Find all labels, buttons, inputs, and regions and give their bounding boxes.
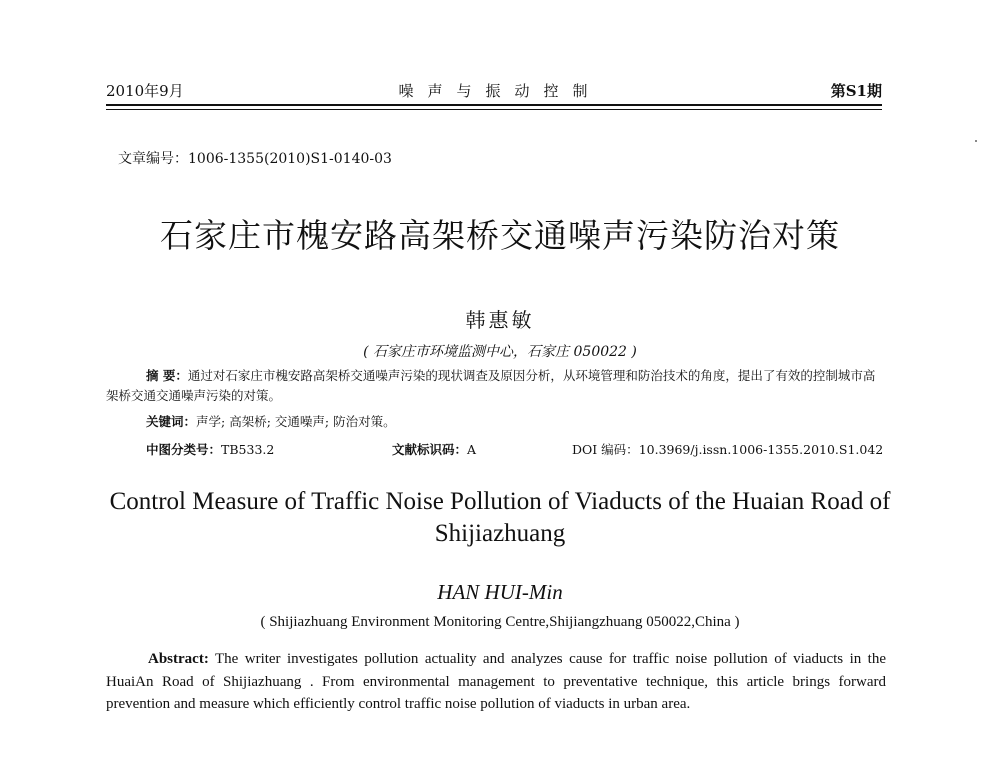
classification-number — [146, 440, 274, 458]
classification-value: TB533.2 — [221, 442, 275, 457]
classification-label: 中图分类号： — [146, 442, 222, 457]
affiliation-en: ( Shijiazhuang Environment Monitoring Centre,Shijiangzhuang 050022,China ) — [260, 614, 740, 630]
abstract-en — [106, 648, 886, 716]
header-date: 2010年9月 — [106, 82, 184, 100]
document-code-label: 文献标识码： — [392, 442, 468, 457]
abstract-cn — [106, 366, 886, 406]
keywords-cn-text: 声学; 高架桥; 交通噪声; 防治对策。 — [196, 414, 396, 429]
keywords-cn — [146, 412, 396, 430]
author-name-cn: 韩惠敏 — [465, 308, 535, 332]
page-title-cn: 石家庄市槐安路高架桥交通噪声污染防治对策 — [160, 216, 840, 255]
header-rule-thick — [106, 104, 882, 106]
doi — [572, 440, 883, 458]
keywords-cn-label: 关键词： — [146, 414, 197, 429]
journal-name: 噪声与振动控制 — [398, 82, 602, 100]
header-rule-thin — [106, 109, 882, 110]
affiliation-cn: ( 石家庄市环境监测中心，石家庄 050022 ) — [363, 344, 637, 360]
abstract-en-text: The writer investigates pollution actuality and analyzes cause for traffic noise pollution of viaducts in the HuaiAn Road of Shijiazhuang . From environmental management to preventative technique, this article brings forward prevention and measure which efficiently control traffic noise pollution of viaducts in urban area. — [106, 651, 886, 712]
article-number-value: 1006-1355(2010)S1-0140-03 — [188, 151, 392, 167]
article-number — [118, 148, 392, 168]
article-number-label: 文章编号： — [118, 151, 188, 167]
author-name-en: HAN HUI-Min — [437, 580, 563, 604]
scan-speck — [975, 140, 977, 142]
abstract-cn-text: 通过对石家庄市槐安路高架桥交通噪声污染的现状调查及原因分析，从环境管理和防治技术的角度，提出了有效的控制城市高架桥交通交通噪声污染的对策。 — [106, 368, 876, 403]
abstract-en-label: Abstract: — [148, 651, 209, 667]
document-code-value: A — [467, 442, 477, 457]
issue-number: 第S1期 — [830, 82, 882, 100]
page-title-en: Control Measure of Traffic Noise Pollution of Viaducts of the Huaian Road of Shijiazhuang — [109, 488, 891, 547]
abstract-cn-label: 摘 要： — [146, 368, 188, 383]
document-code — [392, 440, 476, 458]
doi-value: 10.3969/j.issn.1006-1355.2010.S1.042 — [638, 442, 884, 457]
doi-label: DOI 编码： — [572, 442, 639, 457]
